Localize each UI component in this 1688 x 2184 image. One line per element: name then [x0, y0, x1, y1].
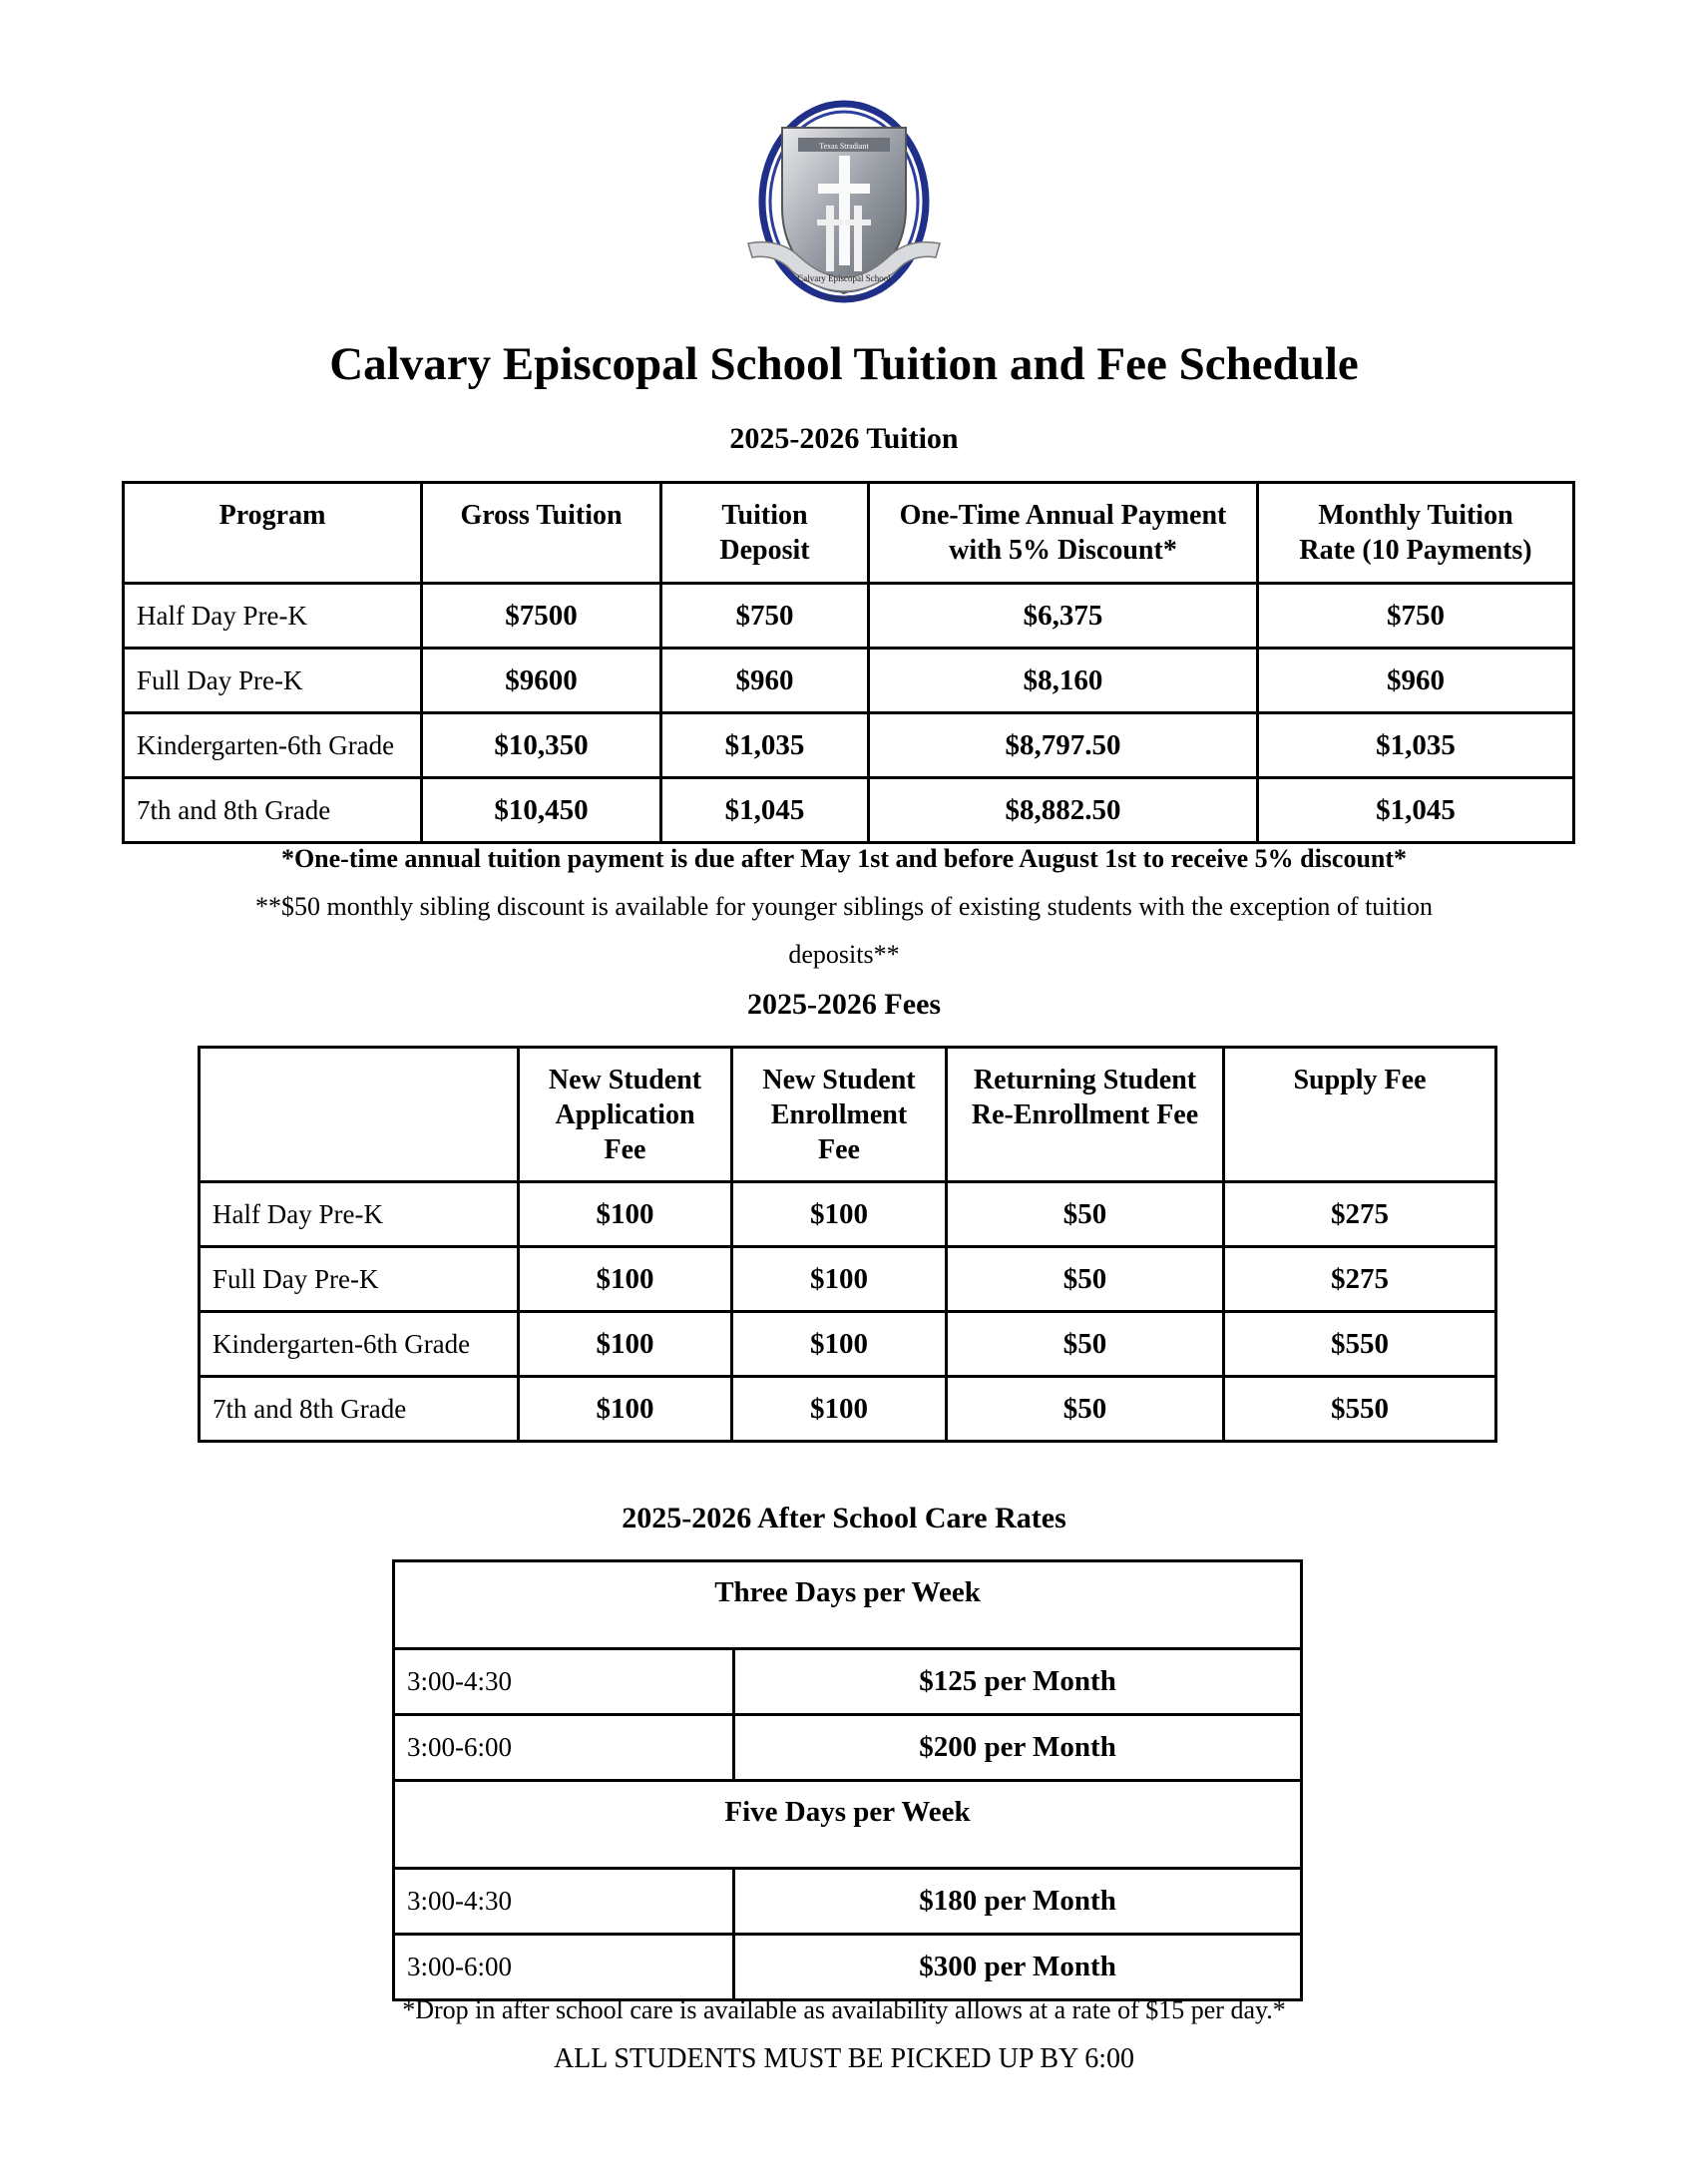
three-days-label: Three Days per Week: [394, 1561, 1302, 1649]
table-row: [200, 1312, 1496, 1377]
amount-cell: $10,450: [422, 778, 661, 843]
table-row: [124, 584, 1574, 649]
tuition-header-line: Program: [218, 500, 326, 531]
program-name-cell: Kindergarten-6th Grade: [124, 713, 422, 778]
table-row: [124, 649, 1574, 713]
tuition-header-cell: [124, 483, 422, 584]
amount-cell: $1,045: [1258, 778, 1574, 843]
amount-cell: $100: [732, 1312, 947, 1377]
table-row: [124, 713, 1574, 778]
program-name-cell: Half Day Pre-K: [200, 1182, 519, 1247]
fees-header-cell: [519, 1048, 732, 1182]
amount-cell: $275: [1224, 1182, 1496, 1247]
tuition-note-sibling-line1: **$50 monthly sibling discount is available for younger siblings of existing students with the exception of tuition: [255, 892, 1433, 921]
care-time: 3:00-4:30: [394, 1869, 734, 1935]
program-name-cell: Half Day Pre-K: [124, 584, 422, 649]
amount-cell: $6,375: [869, 584, 1258, 649]
tuition-header-line: Rate (10 Payments): [1299, 535, 1532, 566]
program-name-cell: Kindergarten-6th Grade: [200, 1312, 519, 1377]
logo-banner-text: Texas Stradiant: [819, 142, 869, 151]
care-rate: $125 per Month: [734, 1649, 1302, 1715]
program-name-cell: 7th and 8th Grade: [124, 778, 422, 843]
amount-cell: $50: [947, 1312, 1224, 1377]
amount-cell: $750: [1258, 584, 1574, 649]
amount-cell: $50: [947, 1182, 1224, 1247]
tuition-note-sibling-line2: deposits**: [788, 940, 900, 969]
fees-header-cell: [947, 1048, 1224, 1182]
page-title: Calvary Episcopal School Tuition and Fee Schedule: [329, 338, 1359, 390]
care-rate: $300 per Month: [734, 1935, 1302, 2000]
care-row: [394, 1715, 1302, 1781]
tuition-header-line: with 5% Discount*: [949, 535, 1177, 566]
table-row: [200, 1182, 1496, 1247]
care-row: [394, 1935, 1302, 2000]
fees-header-line: Fee: [604, 1134, 646, 1165]
amount-cell: $1,035: [1258, 713, 1574, 778]
tuition-header-cell: [1258, 483, 1574, 584]
five-days-label: Five Days per Week: [394, 1781, 1302, 1869]
logo-location-text: Bastrop, Texas: [826, 295, 862, 301]
tuition-header-cell: [661, 483, 869, 584]
amount-cell: $275: [1224, 1247, 1496, 1312]
fees-header-line: New Student: [548, 1065, 702, 1095]
table-row: [124, 778, 1574, 843]
amount-cell: $50: [947, 1377, 1224, 1442]
care-row: [394, 1649, 1302, 1715]
care-rate: $200 per Month: [734, 1715, 1302, 1781]
tuition-header-line: Gross Tuition: [460, 500, 623, 531]
tuition-header-cell: [422, 483, 661, 584]
fees-header-line: Application: [555, 1099, 695, 1130]
amount-cell: $550: [1224, 1312, 1496, 1377]
amount-cell: $100: [732, 1377, 947, 1442]
school-crest-logo: [740, 98, 948, 307]
amount-cell: $1,045: [661, 778, 869, 843]
tuition-header-line: Monthly Tuition: [1318, 500, 1513, 531]
amount-cell: $50: [947, 1247, 1224, 1312]
fees-header-line: New Student: [762, 1065, 916, 1095]
tuition-header-line: Tuition: [721, 500, 808, 531]
after-care-table: [392, 1559, 1303, 2001]
amount-cell: $8,160: [869, 649, 1258, 713]
pickup-notice: ALL STUDENTS MUST BE PICKED UP BY 6:00: [553, 2043, 1135, 2074]
fees-header-cell: [1224, 1048, 1496, 1182]
care-time: 3:00-6:00: [394, 1935, 734, 2000]
amount-cell: $100: [519, 1182, 732, 1247]
amount-cell: $8,797.50: [869, 713, 1258, 778]
three-days-header-row: [394, 1561, 1302, 1649]
amount-cell: $100: [732, 1247, 947, 1312]
amount-cell: $100: [732, 1182, 947, 1247]
table-row: [200, 1247, 1496, 1312]
amount-cell: $100: [519, 1377, 732, 1442]
care-rate: $180 per Month: [734, 1869, 1302, 1935]
tuition-header-line: Deposit: [719, 535, 810, 566]
amount-cell: $9600: [422, 649, 661, 713]
amount-cell: $750: [661, 584, 869, 649]
program-name-cell: Full Day Pre-K: [124, 649, 422, 713]
tuition-heading: 2025-2026 Tuition: [729, 422, 959, 455]
amount-cell: $8,882.50: [869, 778, 1258, 843]
fees-header-line: Supply Fee: [1293, 1065, 1427, 1095]
care-row: [394, 1869, 1302, 1935]
program-name-cell: 7th and 8th Grade: [200, 1377, 519, 1442]
amount-cell: $1,035: [661, 713, 869, 778]
fees-header-row: [200, 1048, 1496, 1182]
program-name-cell: Full Day Pre-K: [200, 1247, 519, 1312]
amount-cell: $960: [661, 649, 869, 713]
fees-header-cell: [200, 1048, 519, 1182]
fees-heading: 2025-2026 Fees: [746, 988, 942, 1021]
tuition-header-row: [124, 483, 1574, 584]
after-care-dropin-note: *Drop in after school care is available as availability allows at a rate of $15 per day.*: [402, 1995, 1286, 2024]
fees-header-cell: [732, 1048, 947, 1182]
care-time: 3:00-6:00: [394, 1715, 734, 1781]
fees-header-line: Fee: [818, 1134, 860, 1165]
five-days-header-row: [394, 1781, 1302, 1869]
after-care-heading: 2025-2026 After School Care Rates: [622, 1502, 1066, 1534]
fees-header-line: Returning Student: [973, 1065, 1197, 1095]
fees-header-line: Re-Enrollment Fee: [971, 1099, 1199, 1130]
care-time: 3:00-4:30: [394, 1649, 734, 1715]
logo-ribbon-text: Calvary Episcopal School: [797, 273, 891, 283]
amount-cell: $7500: [422, 584, 661, 649]
amount-cell: $550: [1224, 1377, 1496, 1442]
fees-table: [198, 1046, 1497, 1443]
tuition-table: [122, 481, 1575, 844]
amount-cell: $960: [1258, 649, 1574, 713]
tuition-header-line: One-Time Annual Payment: [899, 500, 1227, 531]
table-row: [200, 1377, 1496, 1442]
amount-cell: $100: [519, 1247, 732, 1312]
fees-header-line: Enrollment: [770, 1099, 908, 1130]
tuition-note-discount: *One-time annual tuition payment is due after May 1st and before August 1st to receive 5% discount*: [280, 844, 1408, 873]
amount-cell: $10,350: [422, 713, 661, 778]
amount-cell: $100: [519, 1312, 732, 1377]
tuition-header-cell: [869, 483, 1258, 584]
